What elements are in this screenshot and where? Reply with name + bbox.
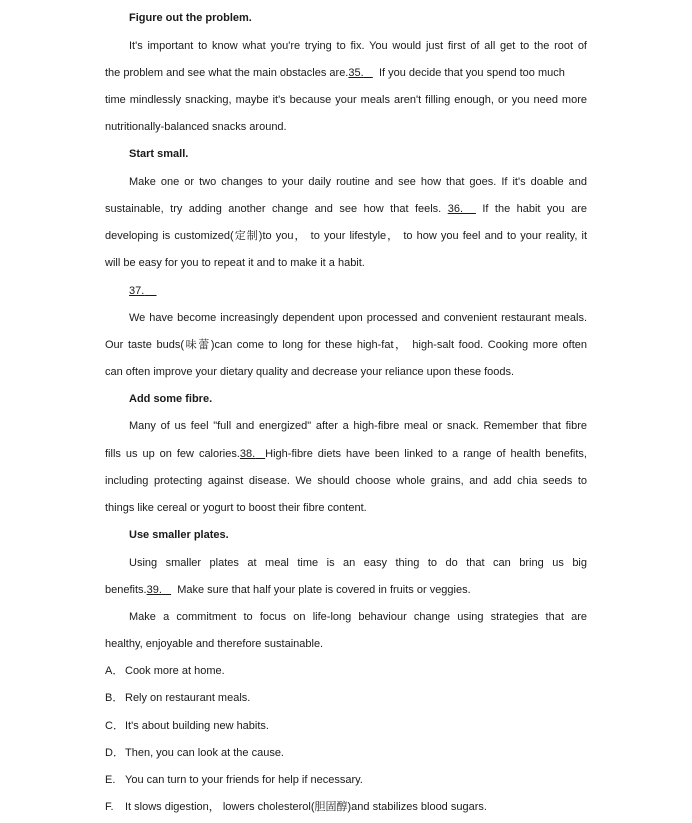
paragraph-line xyxy=(105,446,587,462)
option-text: Cook more at home. xyxy=(125,665,225,677)
paragraph-line xyxy=(105,201,587,217)
paragraph-line: time mindlessly snacking, maybe it's because your meals aren't filling enough, or you need more xyxy=(105,94,587,106)
paragraph-line: We have become increasingly dependent upon processed and convenient restaurant meals. xyxy=(129,312,587,324)
paragraph-text: Make sure that half your plate is covered in fruits or veggies. xyxy=(177,584,471,596)
option-text: You can turn to your friends for help if necessary. xyxy=(125,774,363,786)
option-f xyxy=(105,799,587,815)
option-letter: E. xyxy=(105,774,116,786)
heading-start-small: Start small. xyxy=(129,148,189,160)
paragraph-line xyxy=(105,582,587,598)
option-letter: B． xyxy=(105,692,124,704)
blank-39: 39. xyxy=(146,584,162,596)
option-text: Rely on restaurant meals. xyxy=(125,692,251,704)
heading-add-some-fibre: Add some fibre. xyxy=(129,393,213,405)
heading-figure-out-the-problem: Figure out the problem. xyxy=(129,12,252,24)
paragraph-line: things like cereal or yogurt to boost their fibre content. xyxy=(105,502,367,514)
paragraph-text: If the habit you are xyxy=(482,203,588,215)
paragraph-text: fills us up on few calories. xyxy=(105,448,240,460)
option-letter: C． xyxy=(105,720,124,732)
paragraph-text: If you decide that you spend too much xyxy=(378,67,565,79)
paragraph-line: Using smaller plates at meal time is an easy thing to do that can bring us big xyxy=(129,557,587,569)
paragraph-line: can often improve your dietary quality and decrease your reliance upon these foods. xyxy=(105,366,515,378)
paragraph-line: Our taste buds(味蕾)can come to long for these high-fat， high-salt food. Cooking more often xyxy=(105,339,587,351)
option-text: It's about building new habits. xyxy=(125,720,269,732)
paragraph-line: developing is customized(定制)to you， to your lifestyle， to how you feel and to your reality, it xyxy=(105,230,587,242)
paragraph-line: Make a commitment to focus on life-long behaviour change using strategies that are xyxy=(129,611,587,623)
paragraph-line: healthy, enjoyable and therefore sustainable. xyxy=(105,638,324,650)
heading-use-smaller-plates: Use smaller plates. xyxy=(129,529,229,541)
option-letter: D． xyxy=(105,747,124,759)
paragraph-text: High-fibre diets have been linked to a range of health benefits, xyxy=(265,448,587,460)
option-text: It slows digestion， lowers cholesterol(胆固醇)and stabilizes blood sugars. xyxy=(125,801,487,813)
option-c xyxy=(105,718,587,734)
option-d xyxy=(105,745,587,761)
option-letter: F. xyxy=(105,801,114,813)
paragraph-line: including protecting against disease. We should choose whole grains, and add chia seeds to xyxy=(105,475,587,487)
blank-36: 36. xyxy=(447,203,463,215)
paragraph-text: benefits. xyxy=(105,584,147,596)
blank-38: 38. xyxy=(239,448,256,460)
paragraph-line: Many of us feel "full and energized" after a high-fibre meal or snack. Remember that fibre xyxy=(129,420,587,432)
option-letter: A． xyxy=(105,665,124,677)
blank-37: 37. xyxy=(129,285,145,297)
option-text: Then, you can look at the cause. xyxy=(125,747,284,759)
paragraph-text: the problem and see what the main obstacles are. xyxy=(105,67,349,79)
paragraph-line xyxy=(105,65,587,81)
option-e xyxy=(105,772,587,788)
option-b xyxy=(105,690,587,706)
blank-37-line xyxy=(129,283,611,299)
paragraph-line: It's important to know what you're trying to fix. You would just first of all get to the root of xyxy=(129,40,587,52)
paragraph-line: Make one or two changes to your daily routine and see how that goes. If it's doable and xyxy=(129,176,587,188)
paragraph-line: nutritionally-balanced snacks around. xyxy=(105,121,287,133)
option-a xyxy=(105,663,587,679)
paragraph-text: sustainable, try adding another change and see how that feels. xyxy=(105,203,442,215)
blank-35: 35. xyxy=(348,67,364,79)
paragraph-line: will be easy for you to repeat it and to make it a habit. xyxy=(105,257,365,269)
